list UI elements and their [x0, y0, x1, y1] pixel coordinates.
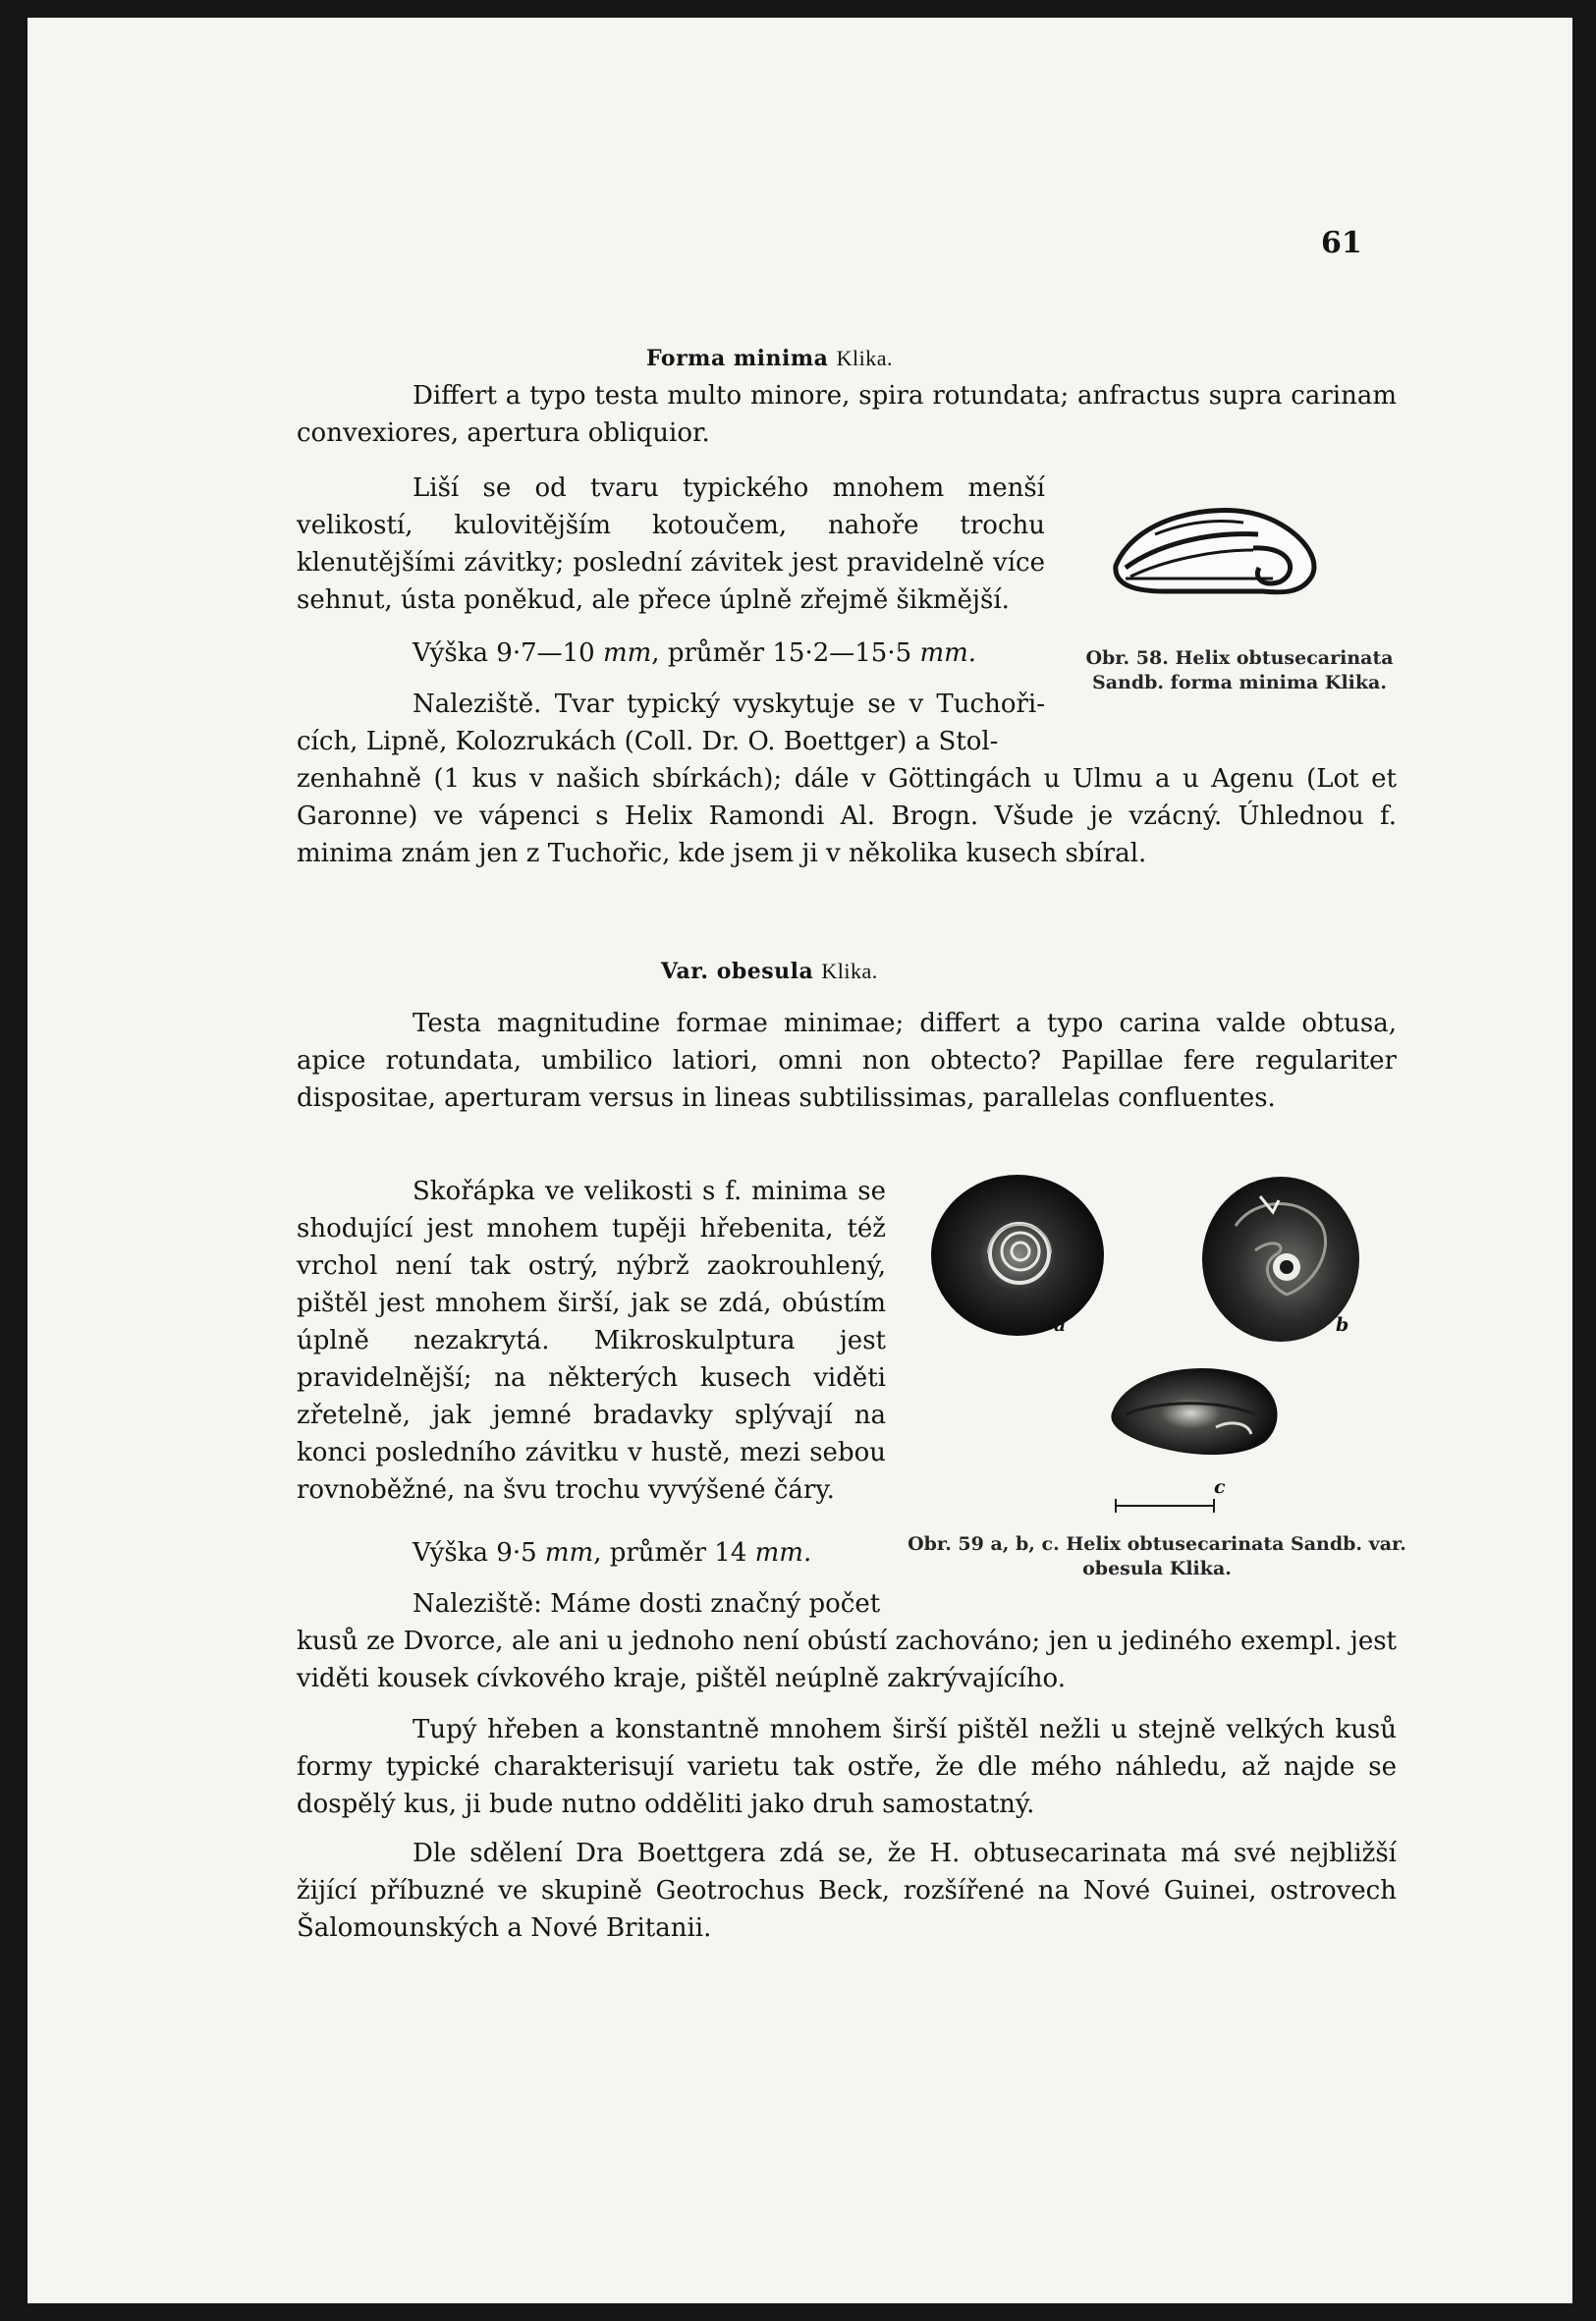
shell-figure-58: [1096, 477, 1332, 625]
shell-view-c: [1111, 1368, 1277, 1455]
czech-description-var: Skořápka ve velikosti s f. minima se shodující jest mnohem tupěji hřebenita, též vrchol není tak ostrý, nýbrž zaokrouhlený, pištěl jest mnohem širší, jak se zdá, obústím úplně nezakrytá. Mikroskulptura jest pravidelnější; na některých kusech viděti zřetelně, jak jemné bradavky splývají na konci posledního závitku v hustě, mezi sebou rovnoběžné, na švu trochu vyvýšené čáry.: [297, 1177, 886, 1505]
size-measurements: Výška 9·7—10 mm, průměr 15·2—15·5 mm.: [413, 638, 977, 668]
figure-59-caption: Obr. 59 a, b, c. Helix obtusecarinata Sandb. var. obesula Klika.: [908, 1533, 1406, 1579]
paragraph-boettger-note: Dle sdělení Dra Boettgera zdá se, že H. obtusecarinata má své nejbližší žijící příbuzné ve skupině Geotrochus Beck, rozšířené na Nové Guinei, ostrovech Šalomounských a Nové Britanii.: [297, 1839, 1397, 1943]
figure-58-caption: Obr. 58. Helix obtusecarinata Sandb. forma minima Klika.: [1085, 647, 1394, 693]
page-number: 61: [1321, 226, 1362, 260]
section-heading-var-obesula: [661, 959, 878, 984]
figure-label-c: c: [1214, 1476, 1226, 1498]
heading-author: Klika.: [821, 959, 878, 983]
size-measurements-var: Výška 9·5 mm, průměr 14 mm.: [413, 1538, 812, 1568]
page: [28, 18, 1572, 2303]
figure-label-a: a: [1054, 1314, 1067, 1336]
heading-text: Var. obesula: [661, 959, 814, 984]
shell-figure-59: [902, 1157, 1412, 1520]
figure-label-b: b: [1336, 1314, 1349, 1336]
locality-text-narrow-var: Naleziště: Máme dosti značný počet: [413, 1589, 881, 1619]
locality-text-wide: zenhahně (1 kus v našich sbírkách); dále v Göttingách u Ulmu a u Agenu (Lot et Garonne) ve vápenci s Helix Ramondi Al. Brogn. Všude je vzácný. Úhlednou f. minima znám jen z Tuchořic, kde jsem ji v několika kusech sbíral.: [297, 764, 1397, 868]
section-heading-forma-minima: [646, 346, 893, 371]
locality-text-narrow: Naleziště. Tvar typický vyskytuje se v Tuchoři-cích, Lipně, Kolozrukách (Coll. Dr. O. Boettger) a Stol-: [297, 690, 1045, 756]
locality-text-wide-var: kusů ze Dvorce, ale ani u jednoho není obústí zachováno; jen u jediného exempl. jest viděti kousek cívkového kraje, pištěl neúplně zakrývajícího.: [297, 1627, 1397, 1693]
czech-description: Liší se od tvaru typického mnohem menší velikostí, kulovitějším kotoučem, nahoře trochu klenutějšími závitky; poslední závitek jest pravidelně více sehnut, ústa poněkud, ale přece úplně zřejmě šikmější.: [297, 473, 1045, 615]
shell-view-a: [931, 1175, 1104, 1336]
latin-diagnosis-var: Testa magnitudine formae minimae; differt a typo carina valde obtusa, apice rotundata, umbilico latiori, omni non obtecto? Papillae fere regulariter dispositae, aperturam versus in lineas subtilissimas, parallelas confluentes.: [297, 1009, 1397, 1113]
heading-text: Forma minima: [646, 346, 829, 371]
heading-author: Klika.: [836, 346, 893, 370]
paragraph-variety-note: Tupý hřeben a konstantně mnohem širší pištěl nežli u stejně velkých kusů formy typické charakterisují varietu tak ostře, že dle mého náhledu, až najde se dospělý kus, ji bude nutno odděliti jako druh samostatný.: [297, 1715, 1397, 1819]
latin-diagnosis: Differt a typo testa multo minore, spira rotundata; anfractus supra carinam convexiores, apertura obliquior.: [297, 381, 1397, 448]
